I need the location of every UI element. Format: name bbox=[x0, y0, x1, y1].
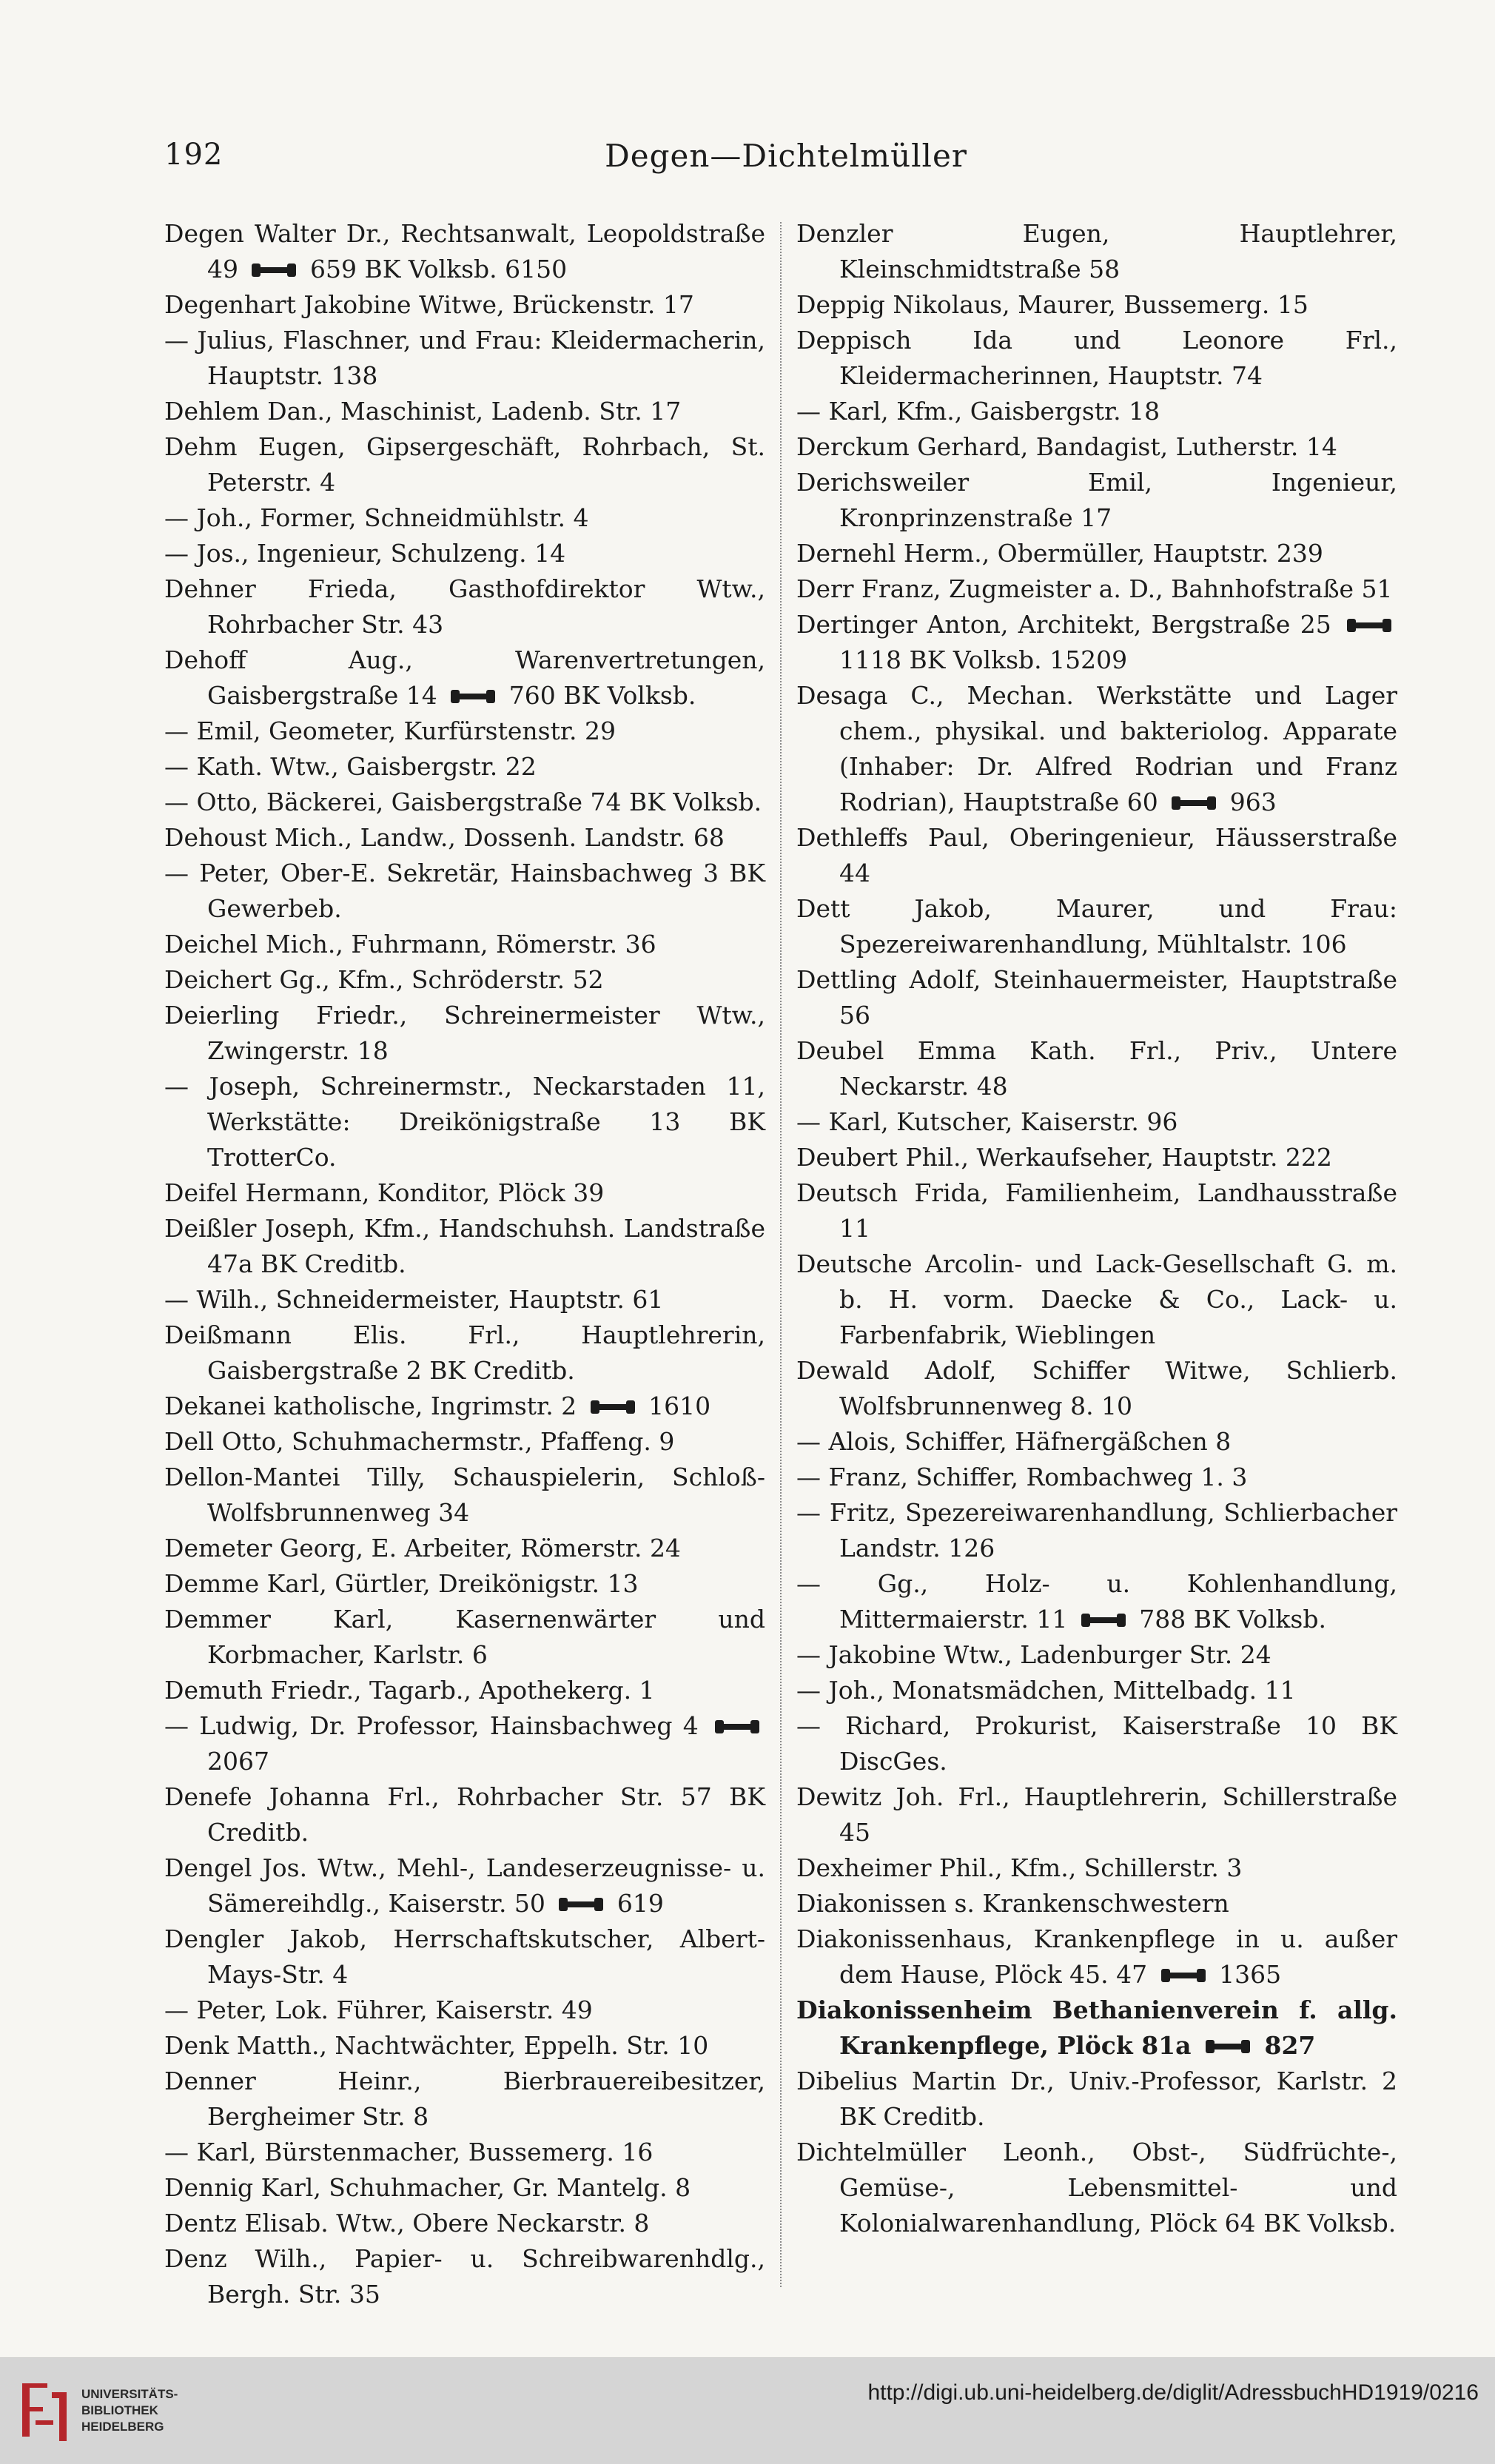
directory-entry: Dichtelmüller Leonh., Obst-, Südfrüchte-, Gemüse-, Lebensmittel- und Kolonialwarenhandlung, Plöck 64 BK Volksb. bbox=[796, 2138, 1397, 2238]
directory-entry: — Ludwig, Dr. Professor, Hainsbachweg 4 2067 bbox=[164, 1708, 765, 1779]
running-head: Degen—Dichtelmüller bbox=[605, 138, 967, 174]
directory-entry: — Karl, Kfm., Gaisbergstr. 18 bbox=[796, 397, 1160, 426]
directory-entry: Diakonissen s. Krankenschwestern bbox=[796, 1889, 1229, 1918]
directory-entry: Deubert Phil., Werkaufseher, Hauptstr. 222 bbox=[796, 1143, 1332, 1172]
telephone-receiver-icon bbox=[1204, 2037, 1252, 2056]
directory-entry: Deichert Gg., Kfm., Schröderstr. 52 bbox=[164, 965, 604, 994]
directory-entry: Dehlem Dan., Maschinist, Ladenb. Str. 17 bbox=[164, 397, 682, 426]
directory-entry: Dehoust Mich., Landw., Dossenh. Landstr. 68 bbox=[164, 823, 725, 852]
telephone-receiver-icon bbox=[1170, 793, 1217, 813]
directory-entry: Desaga C., Mechan. Werkstätte und Lager chem., physikal. und bakteriolog. Apparate (Inhaber: Dr. Alfred Rodrian und Franz Rodrian), Hauptstraße 60 963 bbox=[796, 681, 1397, 816]
directory-entry: Dethleffs Paul, Oberingenieur, Häusserstraße 44 bbox=[796, 823, 1397, 887]
directory-entry: Diakonissenheim Bethanienverein f. allg. Krankenpflege, Plöck 81a 827 bbox=[796, 1995, 1397, 2060]
left-column bbox=[164, 216, 765, 2312]
directory-entry: Deppig Nikolaus, Maurer, Bussemerg. 15 bbox=[796, 290, 1308, 319]
directory-entry: Derckum Gerhard, Bandagist, Lutherstr. 14 bbox=[796, 432, 1337, 461]
telephone-receiver-icon bbox=[250, 261, 298, 280]
directory-entry: — Jos., Ingenieur, Schulzeng. 14 bbox=[164, 539, 566, 568]
directory-entry: Demme Karl, Gürtler, Dreikönigstr. 13 bbox=[164, 1569, 639, 1598]
telephone-receiver-icon bbox=[1346, 616, 1393, 635]
directory-entry: — Jakobine Wtw., Ladenburger Str. 24 bbox=[796, 1640, 1271, 1669]
directory-entry: Dennig Karl, Schuhmacher, Gr. Mantelg. 8 bbox=[164, 2173, 691, 2202]
directory-entry: Dentz Elisab. Wtw., Obere Neckarstr. 8 bbox=[164, 2209, 650, 2238]
telephone-receiver-icon bbox=[1080, 1611, 1127, 1630]
directory-entry: Dekanei katholische, Ingrimstr. 2 1610 bbox=[164, 1392, 711, 1420]
viewer-footer bbox=[0, 2357, 1495, 2464]
directory-entry: — Fritz, Spezereiwarenhandlung, Schlierbacher Landstr. 126 bbox=[796, 1498, 1397, 1562]
directory-entry: — Otto, Bäckerei, Gaisbergstraße 74 BK Volksb. bbox=[164, 788, 762, 816]
directory-entry: — Gg., Holz- u. Kohlenhandlung, Mittermaierstr. 11 788 BK Volksb. bbox=[796, 1569, 1397, 1634]
directory-entry: Dewald Adolf, Schiffer Witwe, Schlierb. Wolfsbrunnenweg 8. 10 bbox=[796, 1356, 1397, 1420]
telephone-receiver-icon bbox=[1160, 1966, 1207, 1985]
directory-entry: Dettling Adolf, Steinhauermeister, Hauptstraße 56 bbox=[796, 965, 1397, 1030]
directory-entry: Demmer Karl, Kasernenwärter und Korbmacher, Karlstr. 6 bbox=[164, 1605, 765, 1669]
column-divider bbox=[780, 222, 782, 2287]
directory-entry: Dellon-Mantei Tilly, Schauspielerin, Schloß-Wolfsbrunnenweg 34 bbox=[164, 1463, 765, 1527]
directory-entry: Denzler Eugen, Hauptlehrer, Kleinschmidtstraße 58 bbox=[796, 219, 1397, 283]
directory-entry: — Peter, Ober-E. Sekretär, Hainsbachweg 3 BK Gewerbeb. bbox=[164, 859, 765, 923]
directory-entry: Dewitz Joh. Frl., Hauptlehrerin, Schillerstraße 45 bbox=[796, 1782, 1397, 1847]
directory-entry: Deutsch Frida, Familienheim, Landhausstraße 11 bbox=[796, 1178, 1397, 1243]
directory-entry: Dell Otto, Schuhmachermstr., Pfaffeng. 9 bbox=[164, 1427, 675, 1456]
page-number: 192 bbox=[164, 138, 224, 172]
directory-entry: Demeter Georg, E. Arbeiter, Römerstr. 24 bbox=[164, 1534, 681, 1562]
directory-entry: — Karl, Bürstenmacher, Bussemerg. 16 bbox=[164, 2138, 654, 2166]
directory-entry: Dehner Frieda, Gasthofdirektor Wtw., Rohrbacher Str. 43 bbox=[164, 574, 765, 639]
directory-entry: Deubel Emma Kath. Frl., Priv., Untere Neckarstr. 48 bbox=[796, 1036, 1397, 1101]
directory-entry: Denk Matth., Nachtwächter, Eppelh. Str. 10 bbox=[164, 2031, 709, 2060]
directory-entry: Degenhart Jakobine Witwe, Brückenstr. 17 bbox=[164, 290, 694, 319]
directory-entry: Derichsweiler Emil, Ingenieur, Kronprinzenstraße 17 bbox=[796, 468, 1397, 532]
directory-entry: — Wilh., Schneidermeister, Hauptstr. 61 bbox=[164, 1285, 664, 1314]
directory-entry: Demuth Friedr., Tagarb., Apothekerg. 1 bbox=[164, 1676, 655, 1705]
directory-entry: Deifel Hermann, Konditor, Plöck 39 bbox=[164, 1178, 605, 1207]
telephone-receiver-icon bbox=[589, 1397, 636, 1417]
directory-entry: Dehoff Aug., Warenvertretungen, Gaisbergstraße 14 760 BK Volksb. bbox=[164, 645, 765, 710]
directory-entry: Deutsche Arcolin- und Lack-Gesellschaft G. m. b. H. vorm. Daecke & Co., Lack- u. Farbenfabrik, Wieblingen bbox=[796, 1249, 1397, 1349]
directory-entry: Dertinger Anton, Architekt, Bergstraße 25 1118 BK Volksb. 15209 bbox=[796, 607, 1397, 678]
telephone-receiver-icon bbox=[449, 687, 497, 706]
telephone-receiver-icon bbox=[713, 1717, 761, 1736]
directory-entry: — Emil, Geometer, Kurfürstenstr. 29 bbox=[164, 716, 616, 745]
directory-entry: — Joseph, Schreinermstr., Neckarstaden 11, Werkstätte: Dreikönigstraße 13 BK TrotterCo. bbox=[164, 1072, 765, 1172]
library-logo[interactable] bbox=[15, 2377, 200, 2445]
page-header bbox=[164, 132, 1408, 184]
directory-entry: Denner Heinr., Bierbrauereibesitzer, Bergheimer Str. 8 bbox=[164, 2067, 765, 2131]
directory-entry: — Alois, Schiffer, Häfnergäßchen 8 bbox=[796, 1427, 1232, 1456]
library-name bbox=[81, 2386, 178, 2435]
directory-entry: Deißmann Elis. Frl., Hauptlehrerin, Gaisbergstraße 2 BK Creditb. bbox=[164, 1320, 765, 1385]
directory-entry: Dengel Jos. Wtw., Mehl-, Landeserzeugnisse- u. Sämereihdlg., Kaiserstr. 50 619 bbox=[164, 1853, 765, 1918]
directory-entry: Dexheimer Phil., Kfm., Schillerstr. 3 bbox=[796, 1853, 1243, 1882]
directory-entry: Degen Walter Dr., Rechtsanwalt, Leopoldstraße 49 659 BK Volksb. 6150 bbox=[164, 219, 765, 283]
library-logo-icon bbox=[15, 2377, 74, 2445]
directory-entry: — Franz, Schiffer, Rombachweg 1. 3 bbox=[796, 1463, 1248, 1491]
directory-entry: — Peter, Lok. Führer, Kaiserstr. 49 bbox=[164, 1995, 593, 2024]
directory-entry: Deierling Friedr., Schreinermeister Wtw., Zwingerstr. 18 bbox=[164, 1001, 765, 1065]
library-name-line: BIBLIOTHEK bbox=[81, 2403, 158, 2417]
directory-entry: — Joh., Former, Schneidmühlstr. 4 bbox=[164, 503, 589, 532]
directory-entry: — Kath. Wtw., Gaisbergstr. 22 bbox=[164, 752, 537, 781]
directory-entry: Denz Wilh., Papier- u. Schreibwarenhdlg., Bergh. Str. 35 bbox=[164, 2244, 765, 2309]
right-column bbox=[796, 216, 1397, 2241]
library-name-line: HEIDELBERG bbox=[81, 2420, 164, 2434]
directory-entry: — Joh., Monatsmädchen, Mittelbadg. 11 bbox=[796, 1676, 1296, 1705]
directory-entry: Deppisch Ida und Leonore Frl., Kleidermacherinnen, Hauptstr. 74 bbox=[796, 326, 1397, 390]
directory-entry: Dett Jakob, Maurer, und Frau: Spezereiwarenhandlung, Mühltalstr. 106 bbox=[796, 894, 1397, 959]
directory-entry: — Julius, Flaschner, und Frau: Kleidermacherin, Hauptstr. 138 bbox=[164, 326, 765, 390]
directory-entry: Dehm Eugen, Gipsergeschäft, Rohrbach, St. Peterstr. 4 bbox=[164, 432, 765, 497]
source-url-link[interactable]: http://digi.ub.uni-heidelberg.de/diglit/AdressbuchHD1919/0216 bbox=[867, 2380, 1479, 2405]
library-name-line: UNIVERSITÄTS- bbox=[81, 2387, 178, 2401]
directory-entry: Dernehl Herm., Obermüller, Hauptstr. 239 bbox=[796, 539, 1323, 568]
directory-entry: Deichel Mich., Fuhrmann, Römerstr. 36 bbox=[164, 930, 656, 959]
directory-entry: Deißler Joseph, Kfm., Handschuhsh. Landstraße 47a BK Creditb. bbox=[164, 1214, 765, 1278]
directory-entry: Diakonissenhaus, Krankenpflege in u. außer dem Hause, Plöck 45. 47 1365 bbox=[796, 1924, 1397, 1989]
directory-entry: Dibelius Martin Dr., Univ.-Professor, Karlstr. 2 BK Creditb. bbox=[796, 2067, 1397, 2131]
telephone-receiver-icon bbox=[557, 1895, 605, 1914]
directory-entry: Denefe Johanna Frl., Rohrbacher Str. 57 BK Creditb. bbox=[164, 1782, 765, 1847]
directory-entry: — Karl, Kutscher, Kaiserstr. 96 bbox=[796, 1107, 1178, 1136]
directory-entry: Derr Franz, Zugmeister a. D., Bahnhofstraße 51 bbox=[796, 574, 1393, 603]
directory-entry: — Richard, Prokurist, Kaiserstraße 10 BK DiscGes. bbox=[796, 1711, 1397, 1776]
directory-entry: Dengler Jakob, Herrschaftskutscher, Albert-Mays-Str. 4 bbox=[164, 1924, 765, 1989]
